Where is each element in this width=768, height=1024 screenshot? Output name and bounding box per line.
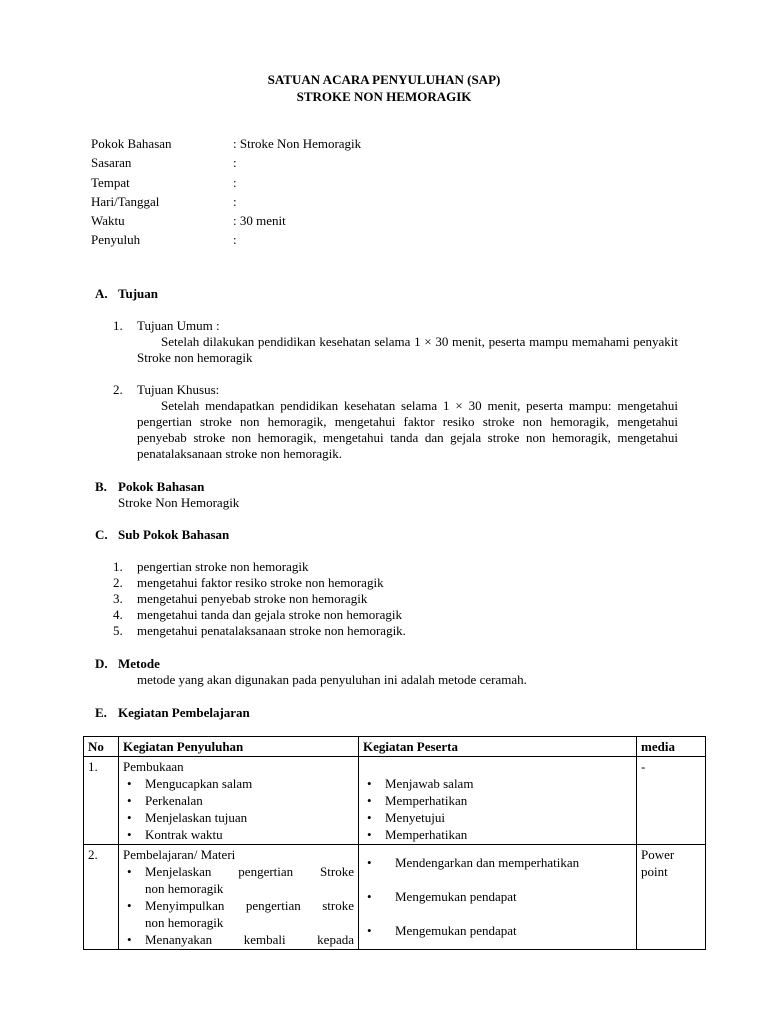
info-label: Pokok Bahasan — [91, 136, 172, 151]
header-no: No — [84, 737, 119, 757]
info-value: : — [233, 194, 237, 209]
list-item: • Mengemukan pendapat — [363, 922, 632, 939]
info-row-pokok-bahasan — [91, 136, 591, 155]
list-item: • Memperhatikan — [363, 826, 632, 843]
info-row-sasaran — [91, 155, 591, 174]
media-cell: - — [637, 757, 706, 845]
info-label: Waktu — [91, 213, 125, 228]
section-c-letter: C. — [95, 527, 108, 542]
list-item: • Mengucapkan salam — [123, 775, 354, 792]
row-number: 2. — [84, 845, 119, 950]
list-item: • Memperhatikan — [363, 792, 632, 809]
tujuan-khusus-text: Setelah mendapatkan pendidikan kesehatan selama 1 × 30 menit, peserta mampu: mengetahui pengertian stroke non hemoragik, mengetahui faktor resiko stroke non hemoragik, mengetahui penyebab stroke non hemoragik, mengetahui tanda dan gejala stroke non hemoragik, mengetahui penatalaksanaan stroke non hemoragik. — [137, 398, 678, 461]
media-line: Power — [641, 847, 675, 862]
info-row-waktu — [91, 213, 591, 232]
list-item: • Menjawab salam — [363, 775, 632, 792]
section-d-heading: Metode — [118, 656, 160, 671]
sub-pokok-item: mengetahui tanda dan gejala stroke non hemoragik — [137, 607, 402, 622]
info-label: Sasaran — [91, 155, 132, 170]
tujuan-umum-label: Tujuan Umum : — [137, 318, 220, 333]
list-item-line: non hemoragik — [145, 915, 224, 930]
tujuan-umum-text: Setelah dilakukan pendidikan kesehatan selama 1 × 30 menit, peserta mampu memahami penyakit Stroke non hemoragik — [137, 334, 678, 365]
list-item-line: • Menjelaskan pengertian Stroke — [145, 864, 354, 879]
list-item — [123, 931, 354, 948]
list-item: • Mendengarkan dan memperhatikan — [363, 854, 632, 888]
section-c-heading: Sub Pokok Bahasan — [118, 527, 230, 542]
info-row-tempat — [91, 175, 591, 194]
sub-pokok-number: 1. — [113, 559, 123, 574]
tujuan-khusus-number: 2. — [113, 382, 123, 397]
table-row — [84, 757, 706, 845]
section-d-letter: D. — [95, 656, 108, 671]
section-e-heading: Kegiatan Pembelajaran — [118, 705, 250, 720]
sub-pokok-item: pengertian stroke non hemoragik — [137, 559, 309, 574]
list-item: • Perkenalan — [123, 792, 354, 809]
kegiatan-peserta-cell — [359, 845, 637, 950]
header-kegiatan-peserta: Kegiatan Peserta — [359, 737, 637, 757]
sub-pokok-number: 4. — [113, 607, 123, 622]
info-value: : Stroke Non Hemoragik — [233, 136, 362, 151]
table-row — [84, 845, 706, 950]
section-b-letter: B. — [95, 479, 107, 494]
info-label: Penyuluh — [91, 232, 141, 247]
header-media: media — [637, 737, 706, 757]
document-title: SATUAN ACARA PENYULUHAN (SAP) — [267, 72, 501, 87]
row-number: 1. — [84, 757, 119, 845]
media-cell — [637, 845, 706, 950]
info-value: : — [233, 175, 237, 190]
info-value: : — [233, 232, 237, 247]
sub-pokok-item: mengetahui faktor resiko stroke non hemoragik — [137, 575, 384, 590]
list-item-line: non hemoragik — [145, 881, 224, 896]
info-label: Hari/Tanggal — [91, 194, 160, 209]
info-row-penyuluh — [91, 232, 591, 251]
info-value: : 30 menit — [233, 213, 286, 228]
list-item-line: • Menanyakan kembali kepada — [145, 932, 354, 947]
section-b-heading: Pokok Bahasan — [118, 479, 205, 494]
info-label: Tempat — [91, 175, 130, 190]
list-item-line: • Menyimpulkan pengertian stroke — [145, 898, 354, 913]
sub-pokok-number: 3. — [113, 591, 123, 606]
sub-pokok-number: 2. — [113, 575, 123, 590]
table-header-row — [84, 737, 706, 757]
list-item — [123, 863, 354, 897]
section-e-letter: E. — [95, 705, 107, 720]
section-a-letter: A. — [95, 286, 108, 301]
kegiatan-peserta-cell — [359, 757, 637, 845]
document-subtitle: STROKE NON HEMORAGIK — [296, 89, 472, 104]
sub-pokok-number: 5. — [113, 623, 123, 638]
list-item: • Menjelaskan tujuan — [123, 809, 354, 826]
section-a-heading: Tujuan — [118, 286, 158, 301]
section-b-text: Stroke Non Hemoragik — [118, 495, 240, 510]
list-item: • Menyetujui — [363, 809, 632, 826]
list-item: • Kontrak waktu — [123, 826, 354, 843]
list-item — [123, 897, 354, 931]
section-d-text: metode yang akan digunakan pada penyuluhan ini adalah metode ceramah. — [137, 672, 527, 687]
list-item: • Mengemukan pendapat — [363, 888, 632, 922]
sub-pokok-item: mengetahui penyebab stroke non hemoragik — [137, 591, 368, 606]
info-row-hari-tanggal — [91, 194, 591, 213]
kegiatan-penyuluhan-cell — [119, 845, 359, 950]
header-kegiatan-penyuluhan: Kegiatan Penyuluhan — [119, 737, 359, 757]
kegiatan-penyuluhan-cell — [119, 757, 359, 845]
kegiatan-table — [83, 736, 706, 950]
phase-label: Pembelajaran/ Materi — [123, 847, 236, 862]
tujuan-khusus-label: Tujuan Khusus: — [137, 382, 220, 397]
media-line: point — [641, 864, 668, 879]
phase-label: Pembukaan — [123, 759, 184, 774]
sub-pokok-item: mengetahui penatalaksanaan stroke non hemoragik. — [137, 623, 406, 638]
info-value: : — [233, 155, 237, 170]
tujuan-umum-number: 1. — [113, 318, 123, 333]
